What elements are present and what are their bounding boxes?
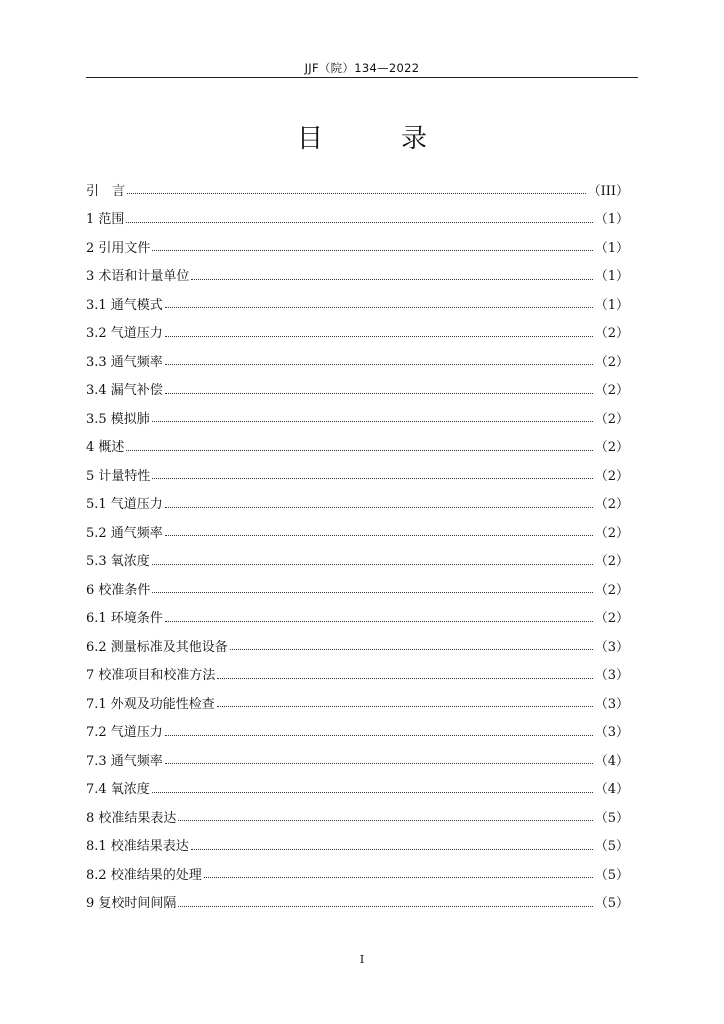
- toc-entry-page: （III）: [587, 183, 629, 199]
- dot-leader: [204, 864, 593, 878]
- toc-entry-page: （2）: [594, 326, 629, 342]
- toc-entry-label: 6.2 测量标准及其他设备: [86, 639, 228, 655]
- toc-entry-page: （2）: [594, 440, 629, 456]
- toc-entry-page: （2）: [594, 525, 629, 541]
- toc-entry-label: 8.1 校准结果表达: [86, 839, 189, 855]
- toc-entry[interactable]: [86, 745, 629, 774]
- toc-entry[interactable]: [86, 489, 629, 518]
- toc-entry[interactable]: [86, 375, 629, 404]
- toc-entry-page: （2）: [594, 554, 629, 570]
- dot-leader: [230, 636, 593, 650]
- toc-entry-label: 9 复校时间间隔: [86, 896, 177, 912]
- toc-entry-label: 6 校准条件: [86, 582, 151, 598]
- toc-entry[interactable]: [86, 831, 629, 860]
- dot-leader: [165, 494, 593, 508]
- toc-entry-page: （5）: [594, 839, 629, 855]
- toc-entry[interactable]: [86, 603, 629, 632]
- toc-entry-page: （1）: [594, 240, 629, 256]
- dot-leader: [152, 779, 593, 793]
- toc-entry-page: （3）: [594, 639, 629, 655]
- toc-entry[interactable]: [86, 888, 629, 917]
- toc-entry-label: 7.4 氧浓度: [86, 782, 150, 798]
- page-number: I: [359, 953, 365, 966]
- toc-entry[interactable]: [86, 204, 629, 233]
- toc-entry[interactable]: [86, 774, 629, 803]
- toc-entry-label: 引 言: [86, 183, 126, 199]
- toc-entry-label: 7.1 外观及功能性检查: [86, 696, 215, 712]
- toc-entry[interactable]: [86, 717, 629, 746]
- dot-leader: [165, 750, 593, 764]
- toc-entry-label: 3.5 模拟肺: [86, 411, 150, 427]
- dot-leader: [217, 665, 592, 679]
- toc-entry-label: 5.1 气道压力: [86, 497, 163, 513]
- toc-entry-page: （3）: [594, 696, 629, 712]
- toc-entry[interactable]: [86, 660, 629, 689]
- dot-leader: [178, 807, 592, 821]
- dot-leader: [165, 351, 593, 365]
- dot-leader: [126, 209, 592, 223]
- dot-leader: [152, 579, 592, 593]
- toc-entry-page: （2）: [594, 468, 629, 484]
- dot-leader: [191, 266, 592, 280]
- dot-leader: [191, 836, 593, 850]
- toc-entry-label: 7 校准项目和校准方法: [86, 668, 216, 684]
- toc-entry[interactable]: [86, 289, 629, 318]
- toc-entry-page: （2）: [594, 383, 629, 399]
- toc-entry[interactable]: [86, 232, 629, 261]
- toc-entry-label: 3 术语和计量单位: [86, 269, 190, 285]
- toc-entry-label: 5.3 氧浓度: [86, 554, 150, 570]
- toc-entry[interactable]: [86, 403, 629, 432]
- dot-leader: [152, 408, 593, 422]
- toc-entry[interactable]: [86, 432, 629, 461]
- toc-entry-page: （4）: [594, 782, 629, 798]
- toc-entry-page: （1）: [594, 212, 629, 228]
- toc-entry-page: （1）: [594, 269, 629, 285]
- toc-entry-page: （1）: [594, 297, 629, 313]
- toc-entry-label: 3.4 漏气补偿: [86, 383, 163, 399]
- running-header: JJF（院）134—2022: [304, 61, 420, 75]
- toc-entry[interactable]: [86, 318, 629, 347]
- toc-entry-page: （2）: [594, 411, 629, 427]
- toc-entry-label: 6.1 环境条件: [86, 611, 163, 627]
- dot-leader: [152, 465, 592, 479]
- toc-entry-page: （2）: [594, 354, 629, 370]
- toc-entry-label: 3.2 气道压力: [86, 326, 163, 342]
- toc-entry[interactable]: [86, 859, 629, 888]
- toc-entry[interactable]: [86, 346, 629, 375]
- dot-leader: [165, 294, 593, 308]
- toc-entry-page: （2）: [594, 611, 629, 627]
- toc-entry[interactable]: [86, 631, 629, 660]
- dot-leader: [165, 722, 593, 736]
- dot-leader: [152, 237, 592, 251]
- toc-entry-page: （3）: [594, 725, 629, 741]
- dot-leader: [165, 323, 593, 337]
- page-title: 目 录: [296, 124, 453, 154]
- toc-entry-label: 8 校准结果表达: [86, 810, 177, 826]
- toc-entry-page: （2）: [594, 582, 629, 598]
- dot-leader: [127, 180, 586, 194]
- dot-leader: [165, 522, 593, 536]
- toc-entry-page: （3）: [594, 668, 629, 684]
- toc-entry-label: 4 概述: [86, 440, 125, 456]
- toc-entry-page: （5）: [594, 896, 629, 912]
- toc-entry-page: （5）: [594, 810, 629, 826]
- toc-entry[interactable]: [86, 802, 629, 831]
- toc-entry[interactable]: [86, 460, 629, 489]
- toc-entry[interactable]: [86, 175, 629, 204]
- dot-leader: [165, 608, 593, 622]
- toc-entry-label: 1 范围: [86, 212, 125, 228]
- toc-entry-label: 5 计量特性: [86, 468, 151, 484]
- toc-entry-page: （5）: [594, 867, 629, 883]
- toc-entry[interactable]: [86, 688, 629, 717]
- table-of-contents: [86, 175, 629, 916]
- dot-leader: [217, 693, 593, 707]
- dot-leader: [126, 437, 592, 451]
- toc-entry-label: 2 引用文件: [86, 240, 151, 256]
- dot-leader: [152, 551, 593, 565]
- toc-entry-label: 7.2 气道压力: [86, 725, 163, 741]
- toc-entry-label: 7.3 通气频率: [86, 753, 163, 769]
- toc-entry-label: 3.3 通气频率: [86, 354, 163, 370]
- toc-entry[interactable]: [86, 261, 629, 290]
- toc-entry[interactable]: [86, 574, 629, 603]
- toc-entry-label: 8.2 校准结果的处理: [86, 867, 202, 883]
- toc-entry-page: （4）: [594, 753, 629, 769]
- dot-leader: [165, 380, 593, 394]
- toc-entry[interactable]: [86, 546, 629, 575]
- toc-entry[interactable]: [86, 517, 629, 546]
- toc-entry-label: 5.2 通气频率: [86, 525, 163, 541]
- header-rule: [86, 77, 638, 78]
- toc-entry-label: 3.1 通气模式: [86, 297, 163, 313]
- dot-leader: [178, 893, 592, 907]
- toc-entry-page: （2）: [594, 497, 629, 513]
